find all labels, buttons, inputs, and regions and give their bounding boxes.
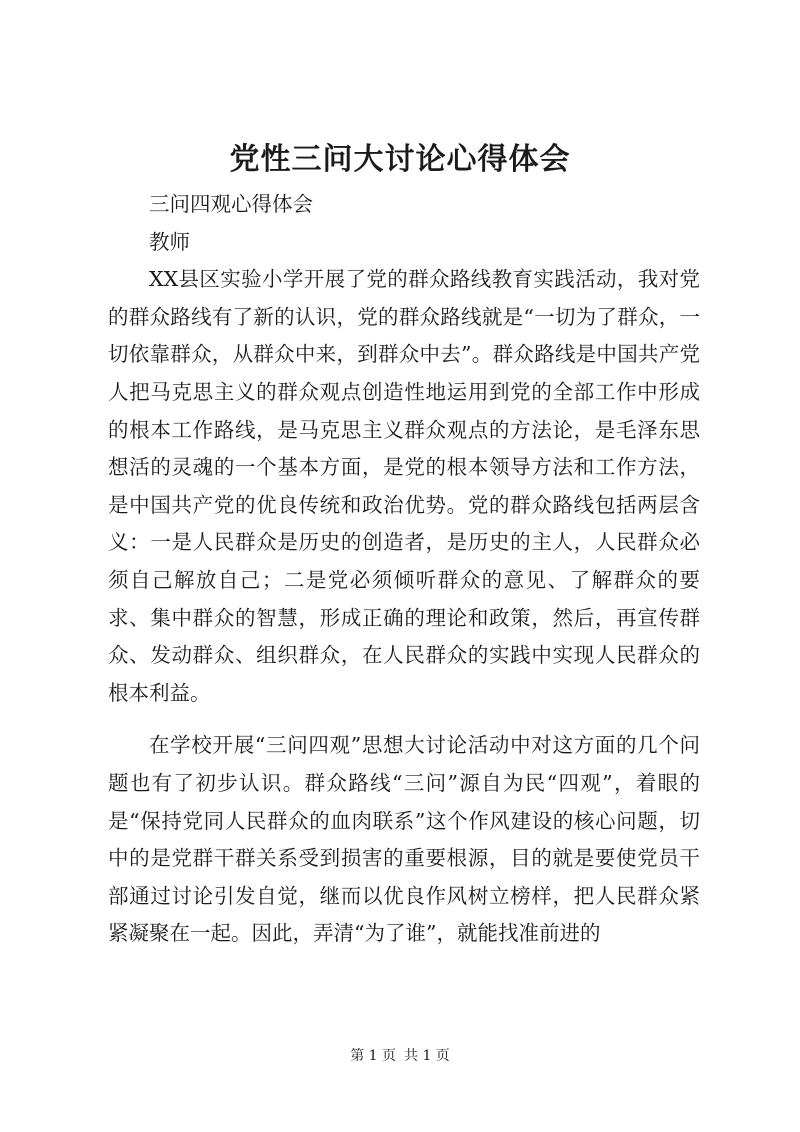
page-total: 共 1 页: [404, 1048, 450, 1064]
page-footer: [0, 1046, 800, 1066]
page-number: 第 1 页: [350, 1048, 396, 1064]
author-line: 教师: [149, 229, 190, 254]
paragraph: XX县区实验小学开展了党的群众路线教育实践活动，我对党的群众路线有了新的认识，党的群众路线就是“一切为了群众，一切依靠群众，从群众中来，到群众中去”。群众路线是中国共产党人把马克思主义的群众观点创造性地运用到党的全部工作中形成的根本工作路线，是马克思主义群众观点的方法论，是毛泽东思想活的灵魂的一个基本方面，是党的根本领导方法和工作方法，是中国共产党的优良传统和政治优势。党的群众路线包括两层含义：一是人民群众是历史的创造者，是历史的主人，人民群众必须自己解放自己；二是党必须倾听群众的意见、了解群众的要求、集中群众的智慧，形成正确的理论和政策，然后，再宣传群众、发动群众、组织群众，在人民群众的实践中实现人民群众的根本利益。: [108, 267, 700, 705]
subtitle-line: 三问四观心得体会: [149, 192, 313, 216]
document-title: 党性三问大讨论心得体会: [229, 142, 571, 177]
paragraph: 在学校开展“三问四观”思想大讨论活动中对这方面的几个问题也有了初步认识。群众路线“三问”源自为民“四观”，着眼的是“保持党同人民群众的血肉联系”这个作风建设的核心问题，切中的是党群干群关系受到损害的重要根源，目的就是要使党员干部通过讨论引发自觉，继而以优良作风树立榜样，把人民群众紧紧凝聚在一起。因此，弄清“为了谁”，就能找准前进的: [108, 733, 700, 946]
document-body: [108, 186, 700, 953]
